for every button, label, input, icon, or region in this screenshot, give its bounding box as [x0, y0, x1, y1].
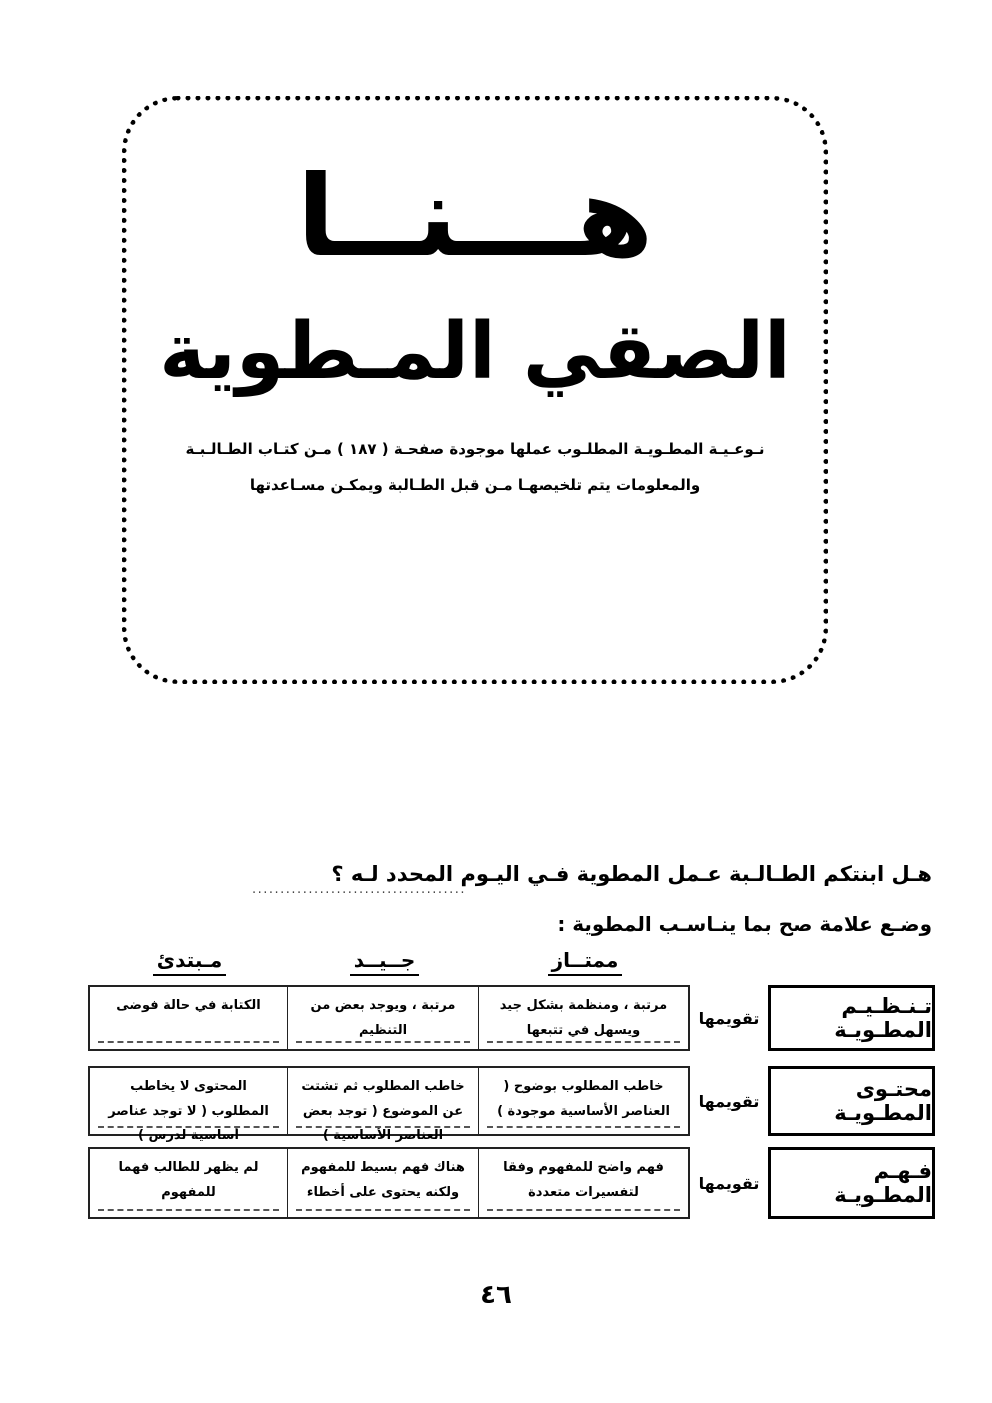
banner-note-line2: والمعلومات يتم تلخيصهـا مـن قبل الطـالبة ويمكـن مسـاعدتها: [249, 476, 701, 495]
rubric-cells: [88, 1147, 690, 1219]
category-box: [768, 1066, 935, 1136]
checkmark-line[interactable]: [487, 1126, 680, 1128]
checkmark-line[interactable]: [98, 1041, 279, 1043]
banner-note-line1: نـوعـيـة المطـويـة المطلـوب عملها موجودة صفحـة ( ١٨٧ ) مـن كتـاب الطـالـبـة: [185, 440, 765, 459]
page-number: ٤٦: [480, 1280, 512, 1310]
answer-fill-line[interactable]: ......................................: [252, 882, 467, 897]
category-label: فـهـم المطـويـة: [834, 1159, 932, 1207]
header-spacer: [690, 948, 935, 976]
rubric-headers: [88, 948, 935, 976]
category-label: محتـوى المطـويـة: [834, 1077, 932, 1125]
cell-good: مرتبة ، ويوجد بعض من التنظيم: [287, 987, 478, 1049]
checkmark-line[interactable]: [296, 1041, 470, 1043]
banner-notes: [155, 431, 794, 503]
rubric-row-understanding: [88, 1147, 935, 1219]
checkmark-line[interactable]: [487, 1209, 680, 1211]
rubric-cells: [88, 1066, 690, 1144]
evaluation-tag: تقويمها: [698, 1008, 760, 1028]
rubric-row-organization: [88, 985, 935, 1051]
checkmark-line[interactable]: [487, 1041, 680, 1043]
checkmark-line[interactable]: [296, 1126, 470, 1128]
checkmark-line[interactable]: [98, 1126, 279, 1128]
header-good: جــيــد: [289, 948, 480, 976]
banner-title-line1: هـــنــا: [296, 152, 654, 282]
question-line1: هـل ابنتكم الطـالـبة عـمل المطوية فـي اليـوم المحدد لـه ؟: [331, 862, 932, 886]
cell-good: خاطب المطلوب ثم تشتت عن الموضوع ( توجد بعض العناصر الأساسية ): [287, 1068, 478, 1134]
cell-beginner: المحتوى لا يخاطب المطلوب ( لا توجد عناصر أساسية لدرس ): [90, 1068, 287, 1134]
checkmark-line[interactable]: [296, 1209, 470, 1211]
cell-beginner: لم يظهر للطالب فهما للمفهوم: [90, 1149, 287, 1217]
cell-excellent: خاطب المطلوب بوضوح ( العناصر الأساسية موجودة ): [478, 1068, 688, 1134]
banner-box: [122, 96, 828, 684]
category-box: [768, 985, 935, 1051]
header-excellent: ممتــاز: [480, 948, 690, 976]
header-beginner: مـبتدئ: [90, 948, 289, 976]
banner-title-line2: الصقي المـطوية: [159, 306, 791, 397]
rubric-row-content: [88, 1066, 935, 1144]
category-box: [768, 1147, 935, 1219]
checkmark-line[interactable]: [98, 1209, 279, 1211]
question-line2: وضـع علامة صح بما ينـاسـب المطوية :: [557, 912, 932, 936]
cell-excellent: فهم واضح للمفهوم وفقا لتفسيرات متعددة: [478, 1149, 688, 1217]
category-label: تـنـظـيـم المطـويـة: [834, 994, 932, 1042]
evaluation-tag: تقويمها: [698, 1173, 760, 1193]
rubric-cells: [88, 985, 690, 1051]
cell-good: هناك فهم بسيط للمفهوم ولكنه يحتوى على أخطاء: [287, 1149, 478, 1217]
cell-excellent: مرتبة ، ومنظمة بشكل جيد ويسهل في تتبعها: [478, 987, 688, 1049]
cell-beginner: الكتابة في حالة فوضى: [90, 987, 287, 1049]
evaluation-tag: تقويمها: [698, 1091, 760, 1111]
